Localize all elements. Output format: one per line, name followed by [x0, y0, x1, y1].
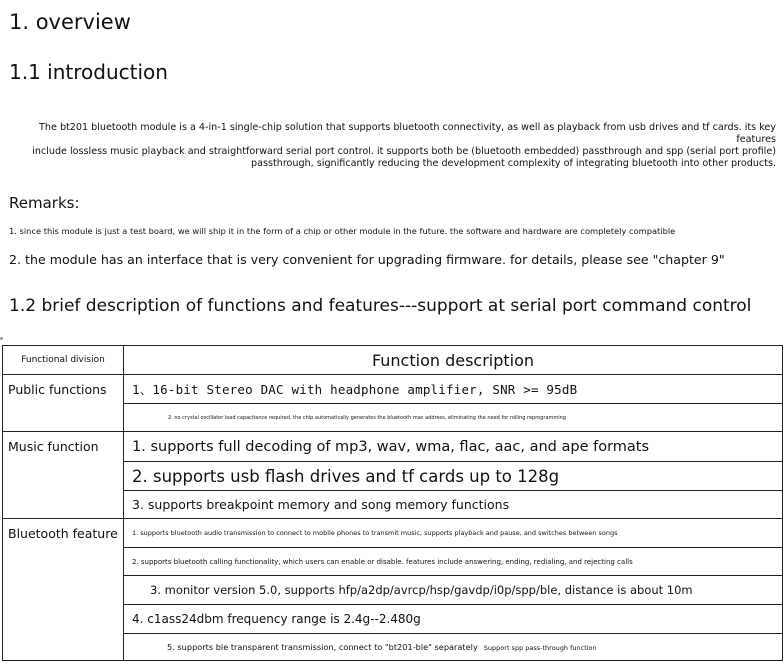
bluetooth-row-5-note: Support spp pass-through function: [483, 644, 597, 652]
header-functional-division: Functional division: [3, 346, 124, 375]
bluetooth-row-5: [124, 634, 783, 661]
table-row: [3, 375, 783, 404]
bluetooth-row-4: 4. c1ass24dbm frequency range is 2.4g--2.480g: [124, 605, 783, 634]
header-function-description: Function description: [124, 346, 783, 375]
table-row: [3, 519, 783, 548]
table-header-row: [3, 346, 783, 375]
bluetooth-row-1: 1. supports bluetooth audio transmission to connect to mobile phones to transmit music, supports playback and pause, and switches between songs: [124, 519, 783, 548]
function-table: [2, 345, 783, 661]
category-public-functions: Public functions: [3, 375, 124, 432]
heading-functions: 1.2 brief description of functions and features---support at serial port command control: [9, 296, 752, 316]
bluetooth-row-3: 3. monitor version 5.0, supports hfp/a2dp/avrcp/hsp/gavdp/i0p/spp/ble, distance is about 10m: [124, 576, 783, 605]
bluetooth-row-5-text: 5. supports ble transparent transmission, connect to "bt201-ble" separately: [167, 642, 478, 652]
table-row: [3, 432, 783, 462]
intro-line-1: The bt201 bluetooth module is a 4-in-1 single-chip solution that supports bluetooth connectivity, as well as playback from usb drives and tf cards. its key features: [39, 122, 776, 145]
category-bluetooth-feature: Bluetooth feature: [3, 519, 124, 661]
heading-introduction: 1.1 introduction: [9, 60, 168, 84]
stray-dot: [0, 337, 3, 340]
intro-line-2: include lossless music playback and straightforward serial port control. it supports both be (bluetooth embedded) passthrough and spp (serial port profile): [32, 146, 776, 157]
intro-paragraph: [8, 122, 776, 170]
remark-item-2: 2. the module has an interface that is very convenient for upgrading firmware. for details, please see "chapter 9": [9, 252, 725, 267]
intro-line-3: passthrough, significantly reducing the development complexity of integrating bluetooth into other products.: [251, 158, 776, 169]
category-music-function: Music function: [3, 432, 124, 519]
music-row-1: 1. supports full decoding of mp3, wav, wma, flac, aac, and ape formats: [124, 432, 783, 462]
music-row-2: 2. supports usb flash drives and tf cards up to 128g: [124, 462, 783, 491]
remark-item-1: 1. since this module is just a test board, we will ship it in the form of a chip or other module in the future. the software and hardware are completely compatible: [9, 226, 676, 236]
heading-overview: 1. overview: [9, 10, 131, 34]
public-row-1: 1、16-bit Stereo DAC with headphone amplifier, SNR >= 95dB: [124, 375, 783, 404]
music-row-3: 3. supports breakpoint memory and song memory functions: [124, 491, 783, 519]
public-row-2: 2. no crystal oscillator load capacitance required. the chip automatically generates the bluetooth mac address, eliminating the need for rolling reprogramming: [124, 404, 783, 432]
bluetooth-row-2: 2. supports bluetooth calling functionality, which users can enable or disable. features include answering, ending, redialing, and rejecting calls: [124, 548, 783, 576]
remarks-title: Remarks:: [9, 194, 80, 212]
